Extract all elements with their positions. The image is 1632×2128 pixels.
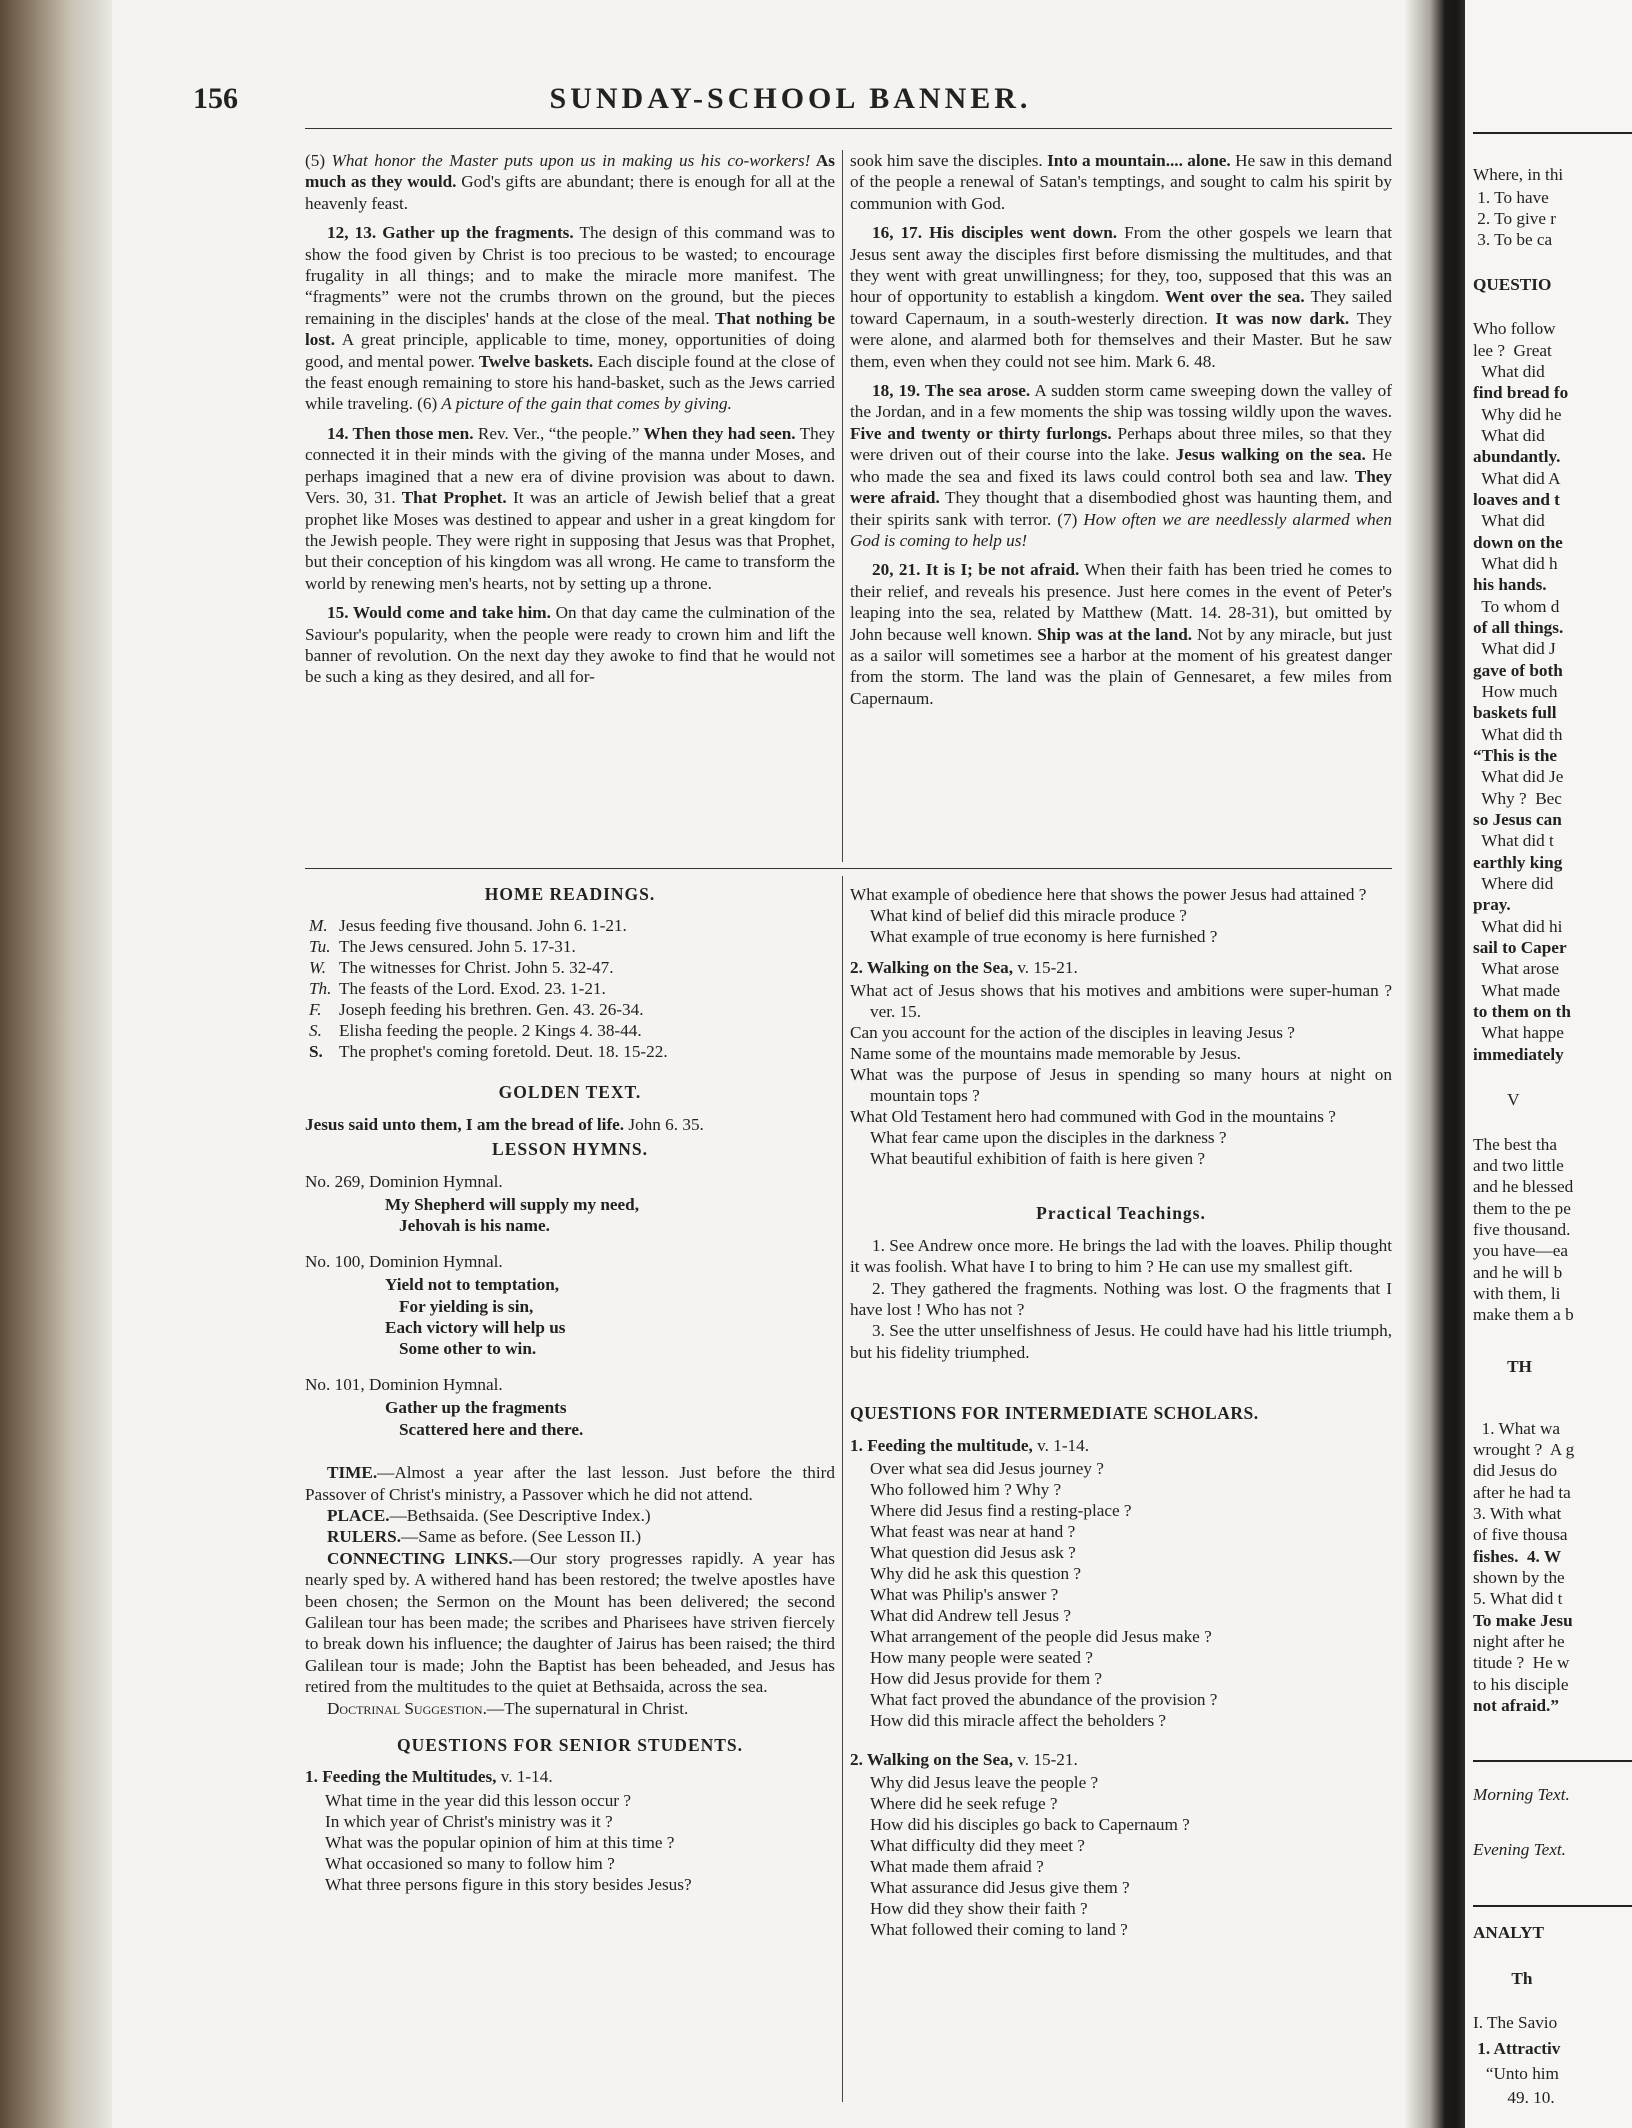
facing-page-line: Morning Text. <box>1473 1785 1570 1804</box>
practical-item: 3. See the utter unselfishness of Jesus. He could have had his little triumph, but his fidelity triumphed. <box>850 1321 1392 1362</box>
question: What was Philip's answer ? <box>870 1585 1059 1605</box>
golden-text-title: GOLDEN TEXT. <box>498 1082 642 1103</box>
facing-page-line: 3. With what <box>1473 1504 1562 1523</box>
facing-page-line: wrought ? A g <box>1473 1440 1575 1459</box>
facing-page-line: 49. 10. <box>1473 2088 1555 2107</box>
facing-page-line: 1. Attractiv <box>1473 2039 1561 2058</box>
reading-item: Th. The feasts of the Lord. Exod. 23. 1-21. <box>309 979 606 999</box>
reading-item: S. The prophet's coming foretold. Deut. 18. 15-22. <box>309 1042 668 1062</box>
facing-page-line: How much <box>1473 682 1558 701</box>
running-title: SUNDAY-SCHOOL BANNER. <box>549 82 1032 115</box>
question: What Old Testament hero had communed with God in the mountains ? <box>850 1107 1336 1127</box>
question: What did Andrew tell Jesus ? <box>870 1606 1071 1626</box>
facing-page-line: shown by the <box>1473 1568 1565 1587</box>
time-note: TIME.—Almost a year after the last lesson. Just before the third Passover of Christ's ministry, a Passover which he did not attend. <box>305 1463 835 1504</box>
intermediate-section-1: 1. Feeding the multitude, v. 1-14. <box>850 1435 1090 1455</box>
question: Can you account for the action of the disciples in leaving Jesus ? <box>850 1023 1295 1043</box>
doctrinal-suggestion: Doctrinal Suggestion.—The supernatural in Christ. <box>327 1698 689 1718</box>
facing-page-line: V <box>1473 1090 1520 1109</box>
facing-page-line: find bread fo <box>1473 383 1569 402</box>
lesson-notes <box>305 1462 835 1719</box>
facing-page-line: What did hi <box>1473 917 1563 936</box>
senior-section-1: 1. Feeding the Multitudes, v. 1-14. <box>305 1767 553 1787</box>
facing-page-line: after he had ta <box>1473 1483 1571 1502</box>
facing-page-rule <box>1473 1760 1632 1762</box>
hymn: No. 269, Dominion Hymnal. My Shepherd will supply my need, Jehovah is his name. <box>305 1171 640 1236</box>
question: What difficulty did they meet ? <box>870 1836 1085 1856</box>
column-divider-top <box>842 150 843 862</box>
facing-page-line: not afraid.” <box>1473 1696 1559 1715</box>
facing-page-line: and two little <box>1473 1156 1564 1175</box>
facing-page-line: titude ? He w <box>1473 1653 1570 1672</box>
section-rule <box>305 868 1392 869</box>
facing-page-line: you have—ea <box>1473 1241 1568 1260</box>
facing-page-line: gave of both <box>1473 661 1563 680</box>
facing-page-line: baskets full <box>1473 703 1557 722</box>
question: How did this miracle affect the beholders ? <box>870 1711 1167 1731</box>
question: What fact proved the abundance of the provision ? <box>870 1690 1218 1710</box>
facing-page-line: I. The Savio <box>1473 2013 1558 2032</box>
facing-page-line: What did <box>1473 426 1545 445</box>
facing-page-line: What did t <box>1473 831 1554 850</box>
facing-page-line: What did Je <box>1473 767 1564 786</box>
facing-page-line: Where, in thi <box>1473 165 1564 184</box>
facing-page-line: To whom d <box>1473 597 1560 616</box>
question: What three persons figure in this story besides Jesus? <box>325 1874 692 1894</box>
facing-page-line: immediately <box>1473 1045 1564 1064</box>
facing-page-line: Who follow <box>1473 319 1556 338</box>
column-divider-bottom <box>842 876 843 2102</box>
question: Why did Jesus leave the people ? <box>870 1773 1099 1793</box>
commentary-para-5: (5) What honor the Master puts upon us in making us his co-workers! As much as they would. God's gifts are abundant; there is enough for all at the heavenly feast. <box>305 151 835 213</box>
facing-page-line: so Jesus can <box>1473 810 1562 829</box>
commentary-verse-20-21: 20, 21. It is I; be not afraid. When their faith has been tried he comes to their relief, and reveals his presence. Just here comes in the event of Peter's leaping into the sea, related by Matthew (Matt. 14. 28-31), but omitted by John because well known. Ship was at the land. Not by any miracle, but just as a sailor will sometimes see a harbor at the moment of his greatest danger from the storm. The land was the plain of Gennesaret, a few miles from Capernaum. <box>850 560 1392 708</box>
facing-page-line: earthly king <box>1473 853 1563 872</box>
commentary-verse-12-13: 12, 13. Gather up the fragments. The design of this command was to show the food given by Christ is too precious to be wasted; to encourage frugality in all things; and to make the miracle more manifest. The “fragments” were not the crumbs thrown on the ground, but the pieces remaining in the disciples' hands at the close of the meal. That nothing be lost. A great principle, applicable to time, money, opportunities of doing good, and mental power. Twelve baskets. Each disciple found at the close of the feast enough remaining to store his hand-basket, such as the Jews carried while traveling. (6) A picture of the gain that comes by giving. <box>305 223 835 414</box>
header-rule <box>305 128 1392 129</box>
facing-page-line: Why ? Bec <box>1473 789 1562 808</box>
lesson-helps-column <box>305 880 835 1895</box>
question: What made them afraid ? <box>870 1857 1044 1877</box>
commentary-column-right <box>850 150 1392 717</box>
facing-page-line: What arose <box>1473 959 1560 978</box>
facing-page-line: abundantly. <box>1473 447 1561 466</box>
question: Over what sea did Jesus journey ? <box>870 1459 1104 1479</box>
facing-page-line: them to the pe <box>1473 1199 1571 1218</box>
question: What kind of belief did this miracle produce ? <box>870 906 1187 925</box>
facing-page-line: sail to Caper <box>1473 938 1567 957</box>
facing-page-line: to them on th <box>1473 1002 1571 1021</box>
facing-page-line: 5. What did t <box>1473 1589 1563 1608</box>
golden-text: Jesus said unto them, I am the bread of life. John 6. 35. <box>305 1114 704 1134</box>
question: What was the purpose of Jesus in spending so many hours at night on mountain tops ? <box>850 1065 1392 1106</box>
commentary-continued: sook him save the disciples. Into a mountain.... alone. He saw in this demand of the people a renewal of Satan's temptings, and sought to calm his spirit by communion with God. <box>850 151 1392 213</box>
question: What followed their coming to land ? <box>870 1920 1128 1940</box>
facing-page-fragment <box>1465 0 1632 2128</box>
page-number: 156 <box>193 82 238 115</box>
facing-page-line: Where did <box>1473 874 1554 893</box>
commentary-verse-18-19: 18, 19. The sea arose. A sudden storm came sweeping down the valley of the Jordan, and in a few moments the ship was tossing wildly upon the waves. Five and twenty or thirty furlongs. Perhaps about three miles, so that they were driven out of their course into the lake. Jesus walking on the sea. He who made the sea and fixed its laws could control both sea and law. They were afraid. They thought that a disembodied ghost was haunting them, and their spirits sank with terror. (7) How often we are needlessly alarmed when God is coming to help us! <box>850 381 1393 550</box>
practical-teachings-title: Practical Teachings. <box>1036 1203 1206 1224</box>
facing-page-line: Why did he <box>1473 405 1562 424</box>
facing-page-line: “This is the <box>1473 746 1558 765</box>
facing-page-line: TH <box>1473 1357 1532 1376</box>
facing-page-line: What happe <box>1473 1023 1564 1042</box>
facing-page-line: with them, li <box>1473 1284 1561 1303</box>
facing-page-line: What did <box>1473 362 1545 381</box>
question: What example of obedience here that shows the power Jesus had attained ? <box>850 885 1367 904</box>
facing-page-line: loaves and t <box>1473 490 1560 509</box>
facing-page-line: five thousand. <box>1473 1220 1571 1239</box>
commentary-verse-14: 14. Then those men. Rev. Ver., “the people.” When they had seen. They connected it in their minds with the giving of the manna under Moses, and perhaps imagined that a new era of divine provision was about to dawn. Vers. 30, 31. That Prophet. It was an article of Jewish belief that a great prophet like Moses was destined to appear and usher in a great kingdom for the Jewish people. They were right in supposing that Jesus was that Prophet, but their conception of his kingdom was all wrong. He came to transform the world by renewing men's hearts, not by setting up a throne. <box>305 423 836 593</box>
home-readings-list <box>305 915 835 1062</box>
reading-item: F. Joseph feeding his brethren. Gen. 43. 26-34. <box>309 1000 644 1020</box>
senior-questions-title: QUESTIONS FOR SENIOR STUDENTS. <box>396 1734 744 1755</box>
question: What occasioned so many to follow him ? <box>325 1853 615 1873</box>
practical-item: 2. They gathered the fragments. Nothing was lost. O the fragments that I have lost ! Who has not ? <box>850 1278 1392 1320</box>
commentary-verse-16-17: 16, 17. His disciples went down. From the other gospels we learn that Jesus sent away the disciples first before dismissing the multitudes, and that they went with great unwillingness; for they, too, supposed that this was an hour of opportunity to establish a kingdom. Went over the sea. They sailed toward Capernaum, in a south-westerly direction. It was now dark. They were alone, and alarmed both for themselves and their Master. But he saw them, even when they could not see him. Mark 6. 48. <box>850 223 1392 371</box>
facing-page-line: To make Jesu <box>1473 1611 1573 1630</box>
facing-page-line: What did A <box>1473 469 1561 488</box>
question: What time in the year did this lesson occur ? <box>325 1790 631 1810</box>
commentary-column-left <box>305 150 835 696</box>
question: Who followed him ? Why ? <box>870 1480 1062 1500</box>
question: Why did he ask this question ? <box>870 1564 1081 1584</box>
facing-page-line: ANALYT <box>1473 1923 1544 1942</box>
facing-page-line: What did J <box>1473 639 1556 658</box>
question: Where did Jesus find a resting-place ? <box>870 1501 1132 1521</box>
question: How did Jesus provide for them ? <box>870 1669 1102 1689</box>
facing-page-line: Th <box>1473 1969 1533 1988</box>
hymn: No. 101, Dominion Hymnal. Gather up the fragments Scattered here and there. <box>305 1374 584 1439</box>
question: How many people were seated ? <box>870 1648 1093 1668</box>
question: What was the popular opinion of him at this time ? <box>325 1832 675 1852</box>
question: What example of true economy is here furnished ? <box>870 927 1218 946</box>
facing-page-line: Evening Text. <box>1473 1840 1566 1859</box>
question: What beautiful exhibition of faith is here given ? <box>870 1149 1206 1169</box>
lesson-hymns-title: LESSON HYMNS. <box>492 1139 648 1160</box>
facing-page-line: of five thousa <box>1473 1525 1568 1544</box>
facing-page-line: fishes. 4. W <box>1473 1547 1562 1566</box>
facing-page-line: What made <box>1473 981 1561 1000</box>
home-readings-title: HOME READINGS. <box>484 884 656 904</box>
question: What act of Jesus shows that his motives and ambitions were super-human ? ver. 15. <box>850 981 1392 1022</box>
question: How did they show their faith ? <box>870 1899 1088 1919</box>
question: What fear came upon the disciples in the darkness ? <box>870 1128 1227 1148</box>
reading-item: Tu. The Jews censured. John 5. 17-31. <box>309 937 576 957</box>
practical-item: 1. See Andrew once more. He brings the lad with the loaves. Philip thought it was foolish. What have I to bring to him ? He can use my smallest gift. <box>850 1235 1392 1277</box>
question: What question did Jesus ask ? <box>870 1543 1076 1563</box>
facing-page-line: make them a b <box>1473 1305 1574 1324</box>
facing-page-line: What did h <box>1473 554 1558 573</box>
commentary-verse-15: 15. Would come and take him. On that day came the culmination of the Saviour's popularity, when the people were ready to crown him and lift the banner of revolution. On the next day they awoke to find that he would not be such a king as they desired, and all for- <box>305 603 836 687</box>
question: In which year of Christ's ministry was it ? <box>325 1811 613 1831</box>
facing-page-line: did Jesus do <box>1473 1461 1558 1480</box>
facing-page-line: QUESTIO <box>1473 275 1552 294</box>
hymn: No. 100, Dominion Hymnal. Yield not to temptation, For yielding is sin, Each victory will help us Some other to win. <box>305 1251 566 1359</box>
facing-page-line: to his disciple <box>1473 1675 1569 1694</box>
facing-page-line: down on the <box>1473 533 1563 552</box>
facing-page-line: and he will b <box>1473 1263 1563 1282</box>
facing-page-line: What did <box>1473 511 1545 530</box>
facing-page-line: 2. To give r <box>1473 209 1556 228</box>
facing-page-line: night after he <box>1473 1632 1565 1651</box>
connecting-links-note: CONNECTING LINKS.—Our story progresses rapidly. A year has nearly sped by. A withered hand has been restored; the twelve apostles have been chosen; the Sermon on the Mount has been delivered; the second Galilean tour has been made; the scribes and Pharisees have striven fiercely to break down his influence; the daughter of Jairus has been raised; the third Galilean tour is made; John the Baptist has been beheaded, and Jesus has retired from the multitudes to the quiet at Bethsaida, across the sea. <box>305 1548 835 1697</box>
book-spine-edge <box>0 0 112 2128</box>
facing-page-line: and he blessed <box>1473 1177 1574 1196</box>
facing-page-rule <box>1473 1905 1632 1907</box>
facing-page-line: of all things. <box>1473 618 1564 637</box>
facing-page-line: What did th <box>1473 725 1563 744</box>
question: How did his disciples go back to Capernaum ? <box>870 1815 1190 1835</box>
reading-item: S. Elisha feeding the people. 2 Kings 4. 38-44. <box>309 1021 642 1041</box>
question: What arrangement of the people did Jesus make ? <box>870 1627 1212 1647</box>
question: What feast was near at hand ? <box>870 1522 1076 1542</box>
facing-page-rule <box>1473 132 1632 134</box>
rulers-note: RULERS.—Same as before. (See Lesson II.) <box>327 1527 642 1547</box>
senior-section-2: 2. Walking on the Sea, v. 15-21. <box>850 958 1078 977</box>
facing-page-line: The best tha <box>1473 1135 1557 1154</box>
page-header <box>193 82 1388 126</box>
questions-column <box>850 880 1392 1940</box>
facing-page-line: “Unto him <box>1473 2064 1559 2083</box>
book-gutter <box>1405 0 1465 2128</box>
facing-page-line: 1. What wa <box>1473 1419 1561 1438</box>
reading-item: W. The witnesses for Christ. John 5. 32-47. <box>309 958 614 978</box>
intermediate-questions-title: QUESTIONS FOR INTERMEDIATE SCHOLARS. <box>850 1403 1259 1424</box>
reading-item: M. Jesus feeding five thousand. John 6. 1-21. <box>309 916 627 936</box>
facing-page-line: pray. <box>1473 895 1511 914</box>
question: Where did he seek refuge ? <box>870 1794 1058 1814</box>
question: Name some of the mountains made memorable by Jesus. <box>850 1044 1241 1064</box>
place-note: PLACE.—Bethsaida. (See Descriptive Index.) <box>327 1505 651 1525</box>
question: What assurance did Jesus give them ? <box>870 1878 1130 1898</box>
intermediate-section-2: 2. Walking on the Sea, v. 15-21. <box>850 1750 1078 1770</box>
facing-page-line: lee ? Great <box>1473 341 1552 360</box>
facing-page-line: his hands. <box>1473 575 1547 594</box>
facing-page-line: 3. To be ca <box>1473 230 1553 249</box>
facing-page-line: 1. To have <box>1473 188 1549 207</box>
